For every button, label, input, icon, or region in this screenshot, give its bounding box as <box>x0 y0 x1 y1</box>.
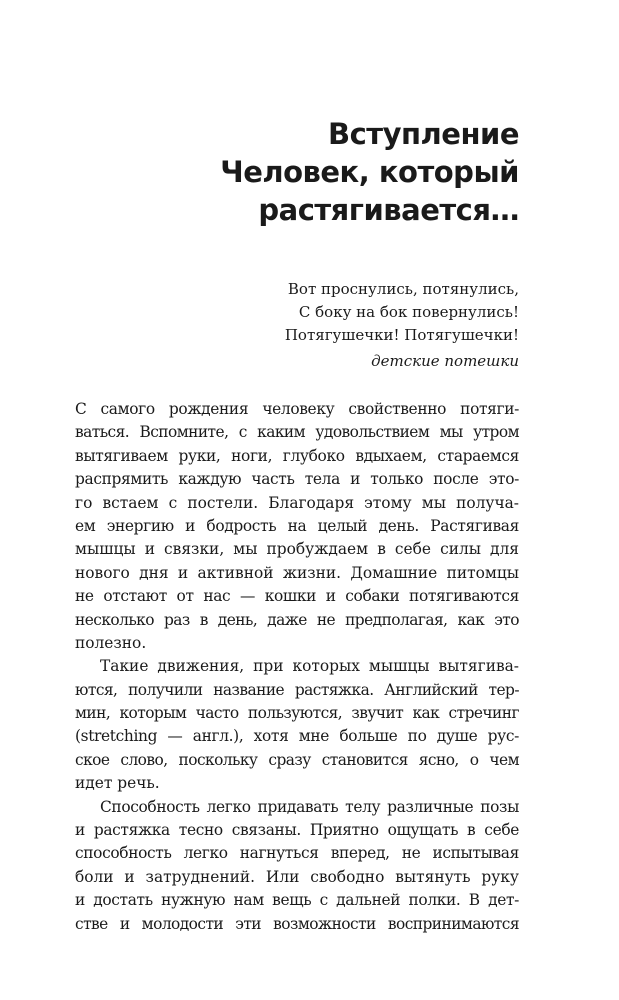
text-line: ваться. Вспомните, с каким удовольствием мы утром <box>75 423 519 442</box>
epigraph-source: детские потешки <box>371 352 519 370</box>
text-line: боли и затруднений. Или свободно вытянуть руку <box>75 867 519 886</box>
epigraph-line: С боку на бок повернулись! <box>298 303 519 321</box>
text-line: (stretching — англ.), хотя мне больше по душе рус- <box>75 727 519 746</box>
text-line: и достать нужную нам вещь с дальней полки. В дет- <box>75 891 519 910</box>
text-line: нового дня и активной жизни. Домашние питомцы <box>75 563 519 582</box>
text-line: мин, которым часто пользуются, звучит как стречинг <box>75 704 519 723</box>
chapter-heading-line: Человек, который <box>220 155 519 189</box>
text-line: Такие движения, при которых мышцы вытягива- <box>100 657 519 676</box>
text-line: го встаем с постели. Благодаря этому мы получа- <box>75 493 519 512</box>
text-line: и растяжка тесно связаны. Приятно ощущать в себе <box>75 821 519 840</box>
text-line: мышцы и связки, мы пробуждаем в себе силы для <box>75 540 519 559</box>
epigraph-line: Вот проснулись, потянулись, <box>287 280 519 298</box>
epigraph-line: Потягушечки! Потягушечки! <box>284 326 519 344</box>
body-text <box>75 398 519 936</box>
text-line: распрямить каждую часть тела и только после это- <box>75 470 519 489</box>
text-line: идет речь. <box>75 774 160 793</box>
text-line: не отстают от нас — кошки и собаки потягиваются <box>75 587 519 606</box>
chapter-heading-line: Вступление <box>328 117 519 151</box>
text-line: С самого рождения человеку свойственно потяги- <box>75 400 519 418</box>
text-line: ем энергию и бодрость на целый день. Растягивая <box>75 516 519 535</box>
text-line: стве и молодости эти возможности воспринимаются <box>75 914 519 933</box>
text-line: несколько раз в день, даже не предполагая, как это <box>75 610 519 629</box>
text-line: способность легко нагнуться вперед, не испытывая <box>75 844 519 863</box>
text-line: ское слово, поскольку сразу становится ясно, о чем <box>75 750 519 769</box>
text-line: ются, получили название растяжка. Английский тер- <box>75 680 519 699</box>
text-line: вытягиваем руки, ноги, глубоко вдыхаем, стараемся <box>75 446 519 465</box>
text-line: полезно. <box>75 633 147 652</box>
text-line: Способность легко придавать телу различные позы <box>100 797 519 816</box>
epigraph <box>285 278 519 373</box>
chapter-heading <box>220 115 519 229</box>
chapter-heading-line: растягивается… <box>258 193 519 227</box>
